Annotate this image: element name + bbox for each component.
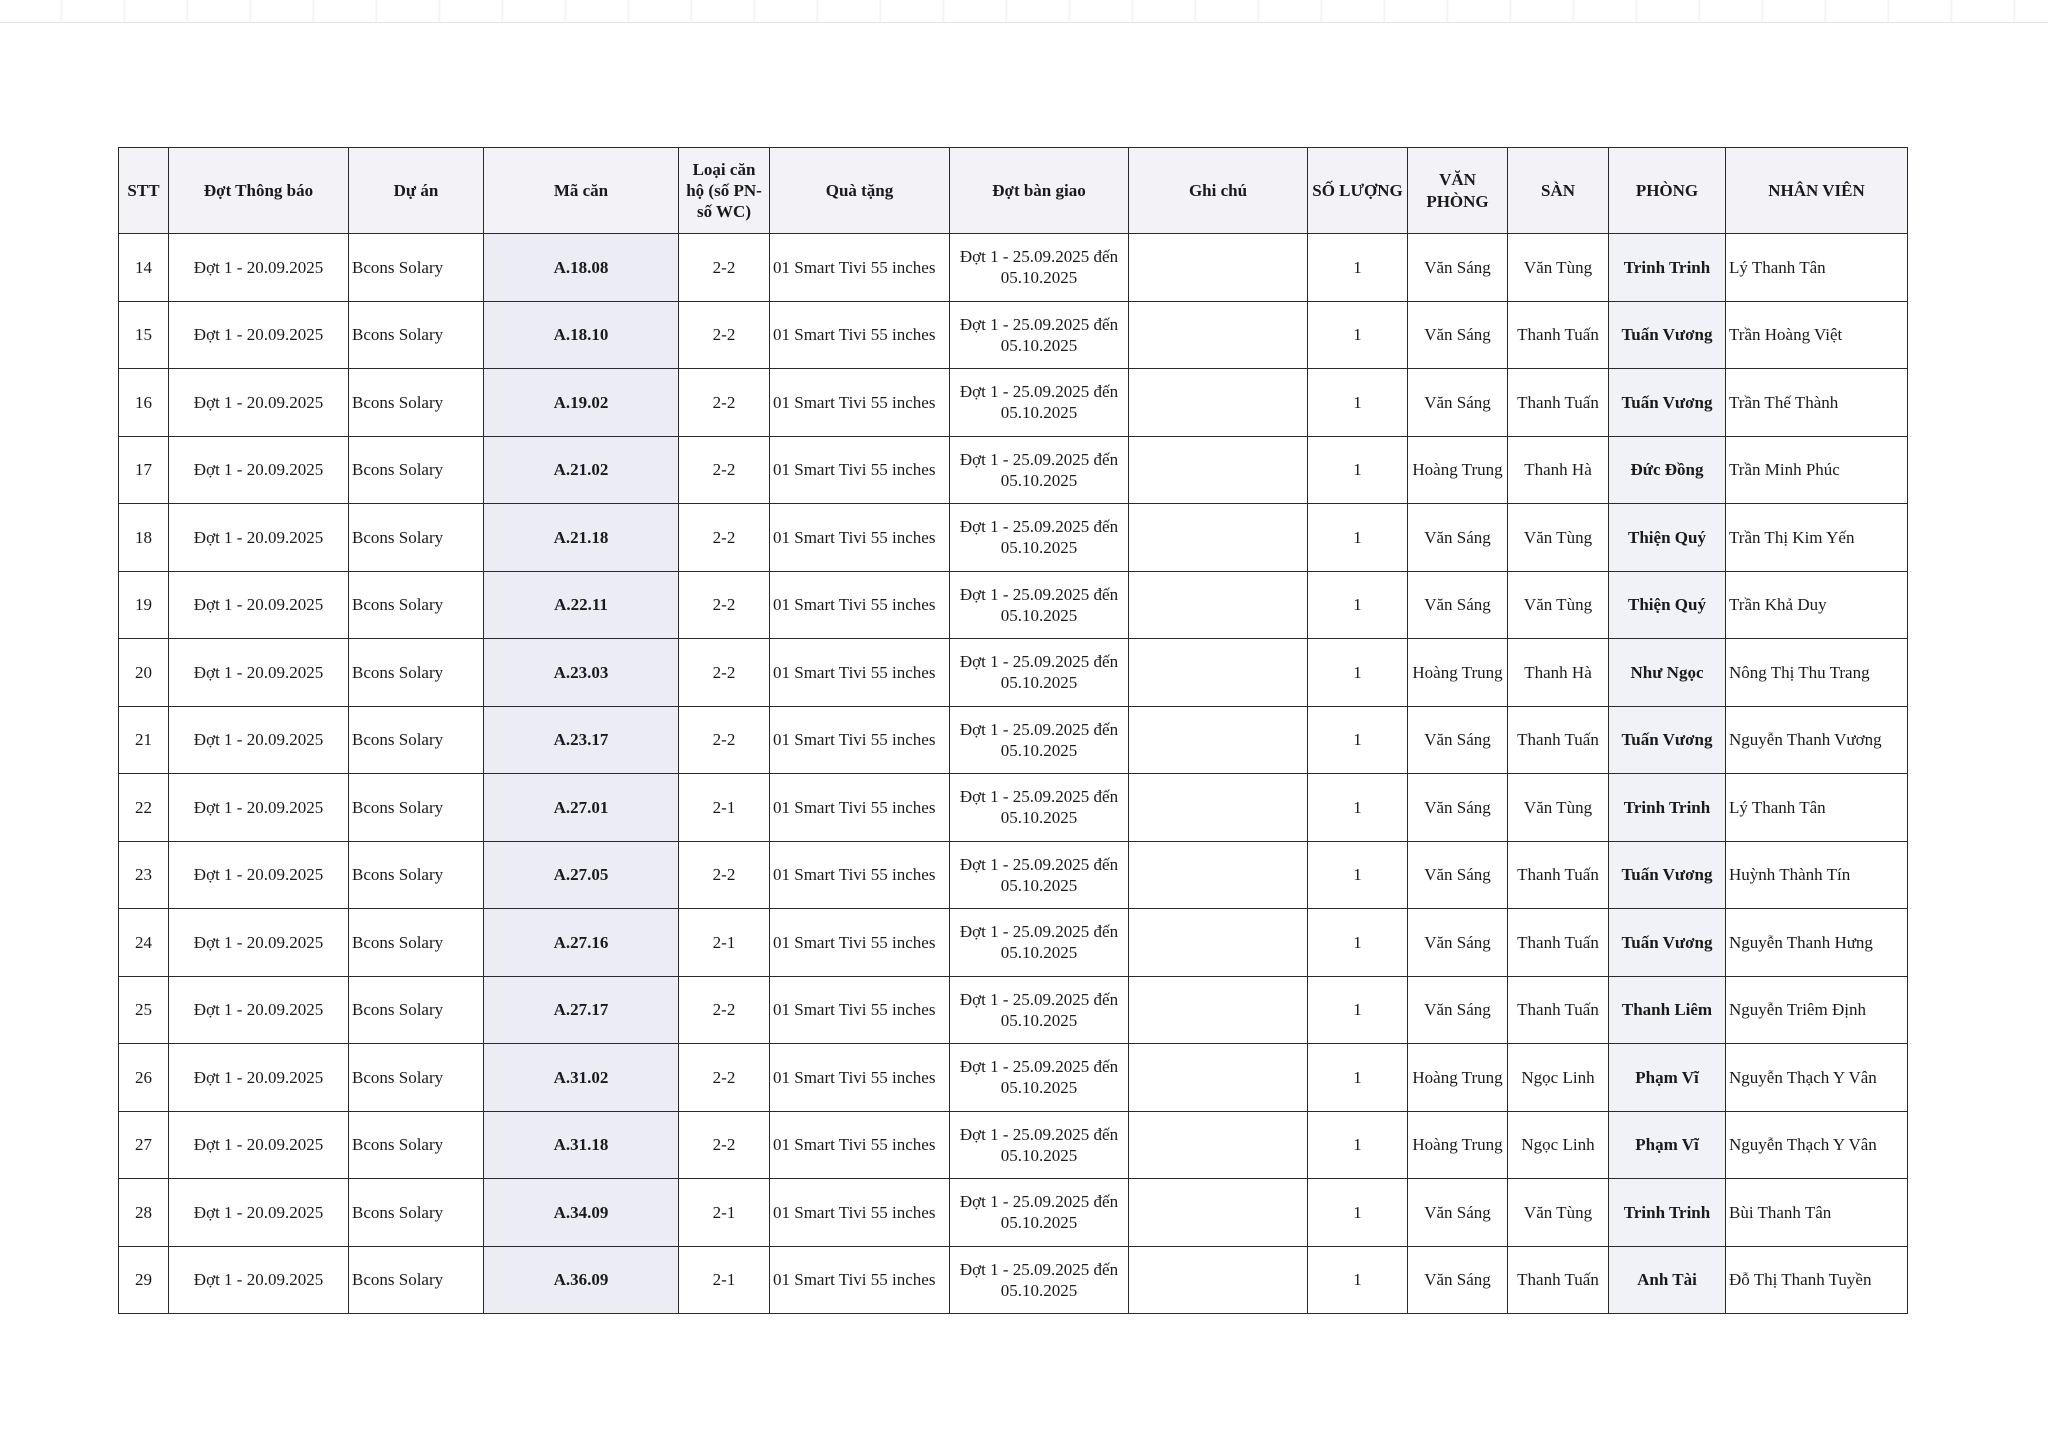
cell-stt: 27 bbox=[119, 1111, 169, 1179]
cell-qua-tang: 01 Smart Tivi 55 inches bbox=[770, 234, 950, 302]
cell-dot-thong-bao: Đợt 1 - 20.09.2025 bbox=[169, 774, 349, 842]
col-header-ma-can: Mã căn bbox=[484, 148, 679, 234]
cell-ghi-chu bbox=[1129, 1044, 1308, 1112]
cell-ma-can: A.18.08 bbox=[484, 234, 679, 302]
cell-van-phong: Văn Sáng bbox=[1408, 706, 1508, 774]
cell-loai-can-ho: 2-2 bbox=[679, 706, 770, 774]
cell-qua-tang: 01 Smart Tivi 55 inches bbox=[770, 706, 950, 774]
cell-ma-can: A.23.03 bbox=[484, 639, 679, 707]
cell-qua-tang: 01 Smart Tivi 55 inches bbox=[770, 639, 950, 707]
cell-san: Thanh Tuấn bbox=[1508, 909, 1609, 977]
cell-san: Văn Tùng bbox=[1508, 774, 1609, 842]
cell-du-an: Bcons Solary bbox=[349, 1044, 484, 1112]
cell-stt: 20 bbox=[119, 639, 169, 707]
cell-stt: 19 bbox=[119, 571, 169, 639]
cell-qua-tang: 01 Smart Tivi 55 inches bbox=[770, 841, 950, 909]
cell-dot-thong-bao: Đợt 1 - 20.09.2025 bbox=[169, 504, 349, 572]
cell-loai-can-ho: 2-2 bbox=[679, 234, 770, 302]
col-header-ghi-chu: Ghi chú bbox=[1129, 148, 1308, 234]
col-header-dot-thong-bao: Đợt Thông báo bbox=[169, 148, 349, 234]
col-header-van-phong: VĂN PHÒNG bbox=[1408, 148, 1508, 234]
cell-so-luong: 1 bbox=[1308, 976, 1408, 1044]
col-header-so-luong: SỐ LƯỢNG bbox=[1308, 148, 1408, 234]
cell-san: Văn Tùng bbox=[1508, 504, 1609, 572]
cell-phong: Thiện Quý bbox=[1609, 504, 1726, 572]
cell-dot-ban-giao: Đợt 1 - 25.09.2025 đến 05.10.2025 bbox=[950, 369, 1129, 437]
cell-loai-can-ho: 2-1 bbox=[679, 774, 770, 842]
cell-van-phong: Văn Sáng bbox=[1408, 1246, 1508, 1314]
cell-van-phong: Văn Sáng bbox=[1408, 841, 1508, 909]
cell-phong: Như Ngọc bbox=[1609, 639, 1726, 707]
col-header-phong: PHÒNG bbox=[1609, 148, 1726, 234]
cell-stt: 23 bbox=[119, 841, 169, 909]
cell-nhan-vien: Bùi Thanh Tân bbox=[1726, 1179, 1908, 1247]
cell-van-phong: Văn Sáng bbox=[1408, 504, 1508, 572]
cell-ghi-chu bbox=[1129, 1111, 1308, 1179]
cell-nhan-vien: Nguyễn Thanh Vương bbox=[1726, 706, 1908, 774]
cell-ghi-chu bbox=[1129, 369, 1308, 437]
cell-ma-can: A.27.01 bbox=[484, 774, 679, 842]
table-row bbox=[119, 639, 1908, 707]
cell-ghi-chu bbox=[1129, 706, 1308, 774]
cell-ma-can: A.21.18 bbox=[484, 504, 679, 572]
cell-van-phong: Văn Sáng bbox=[1408, 301, 1508, 369]
cell-van-phong: Văn Sáng bbox=[1408, 369, 1508, 437]
cell-ma-can: A.34.09 bbox=[484, 1179, 679, 1247]
cell-phong: Tuấn Vương bbox=[1609, 301, 1726, 369]
cell-dot-thong-bao: Đợt 1 - 20.09.2025 bbox=[169, 976, 349, 1044]
cell-dot-ban-giao: Đợt 1 - 25.09.2025 đến 05.10.2025 bbox=[950, 976, 1129, 1044]
allocation-table bbox=[118, 147, 1908, 1314]
cell-dot-ban-giao: Đợt 1 - 25.09.2025 đến 05.10.2025 bbox=[950, 1246, 1129, 1314]
cell-so-luong: 1 bbox=[1308, 1044, 1408, 1112]
cell-qua-tang: 01 Smart Tivi 55 inches bbox=[770, 369, 950, 437]
cell-ghi-chu bbox=[1129, 1246, 1308, 1314]
cell-stt: 28 bbox=[119, 1179, 169, 1247]
col-header-dot-ban-giao: Đợt bàn giao bbox=[950, 148, 1129, 234]
cell-nhan-vien: Lý Thanh Tân bbox=[1726, 234, 1908, 302]
cell-phong: Phạm Vĩ bbox=[1609, 1044, 1726, 1112]
cell-du-an: Bcons Solary bbox=[349, 841, 484, 909]
cell-dot-thong-bao: Đợt 1 - 20.09.2025 bbox=[169, 1111, 349, 1179]
cell-qua-tang: 01 Smart Tivi 55 inches bbox=[770, 1246, 950, 1314]
cell-dot-thong-bao: Đợt 1 - 20.09.2025 bbox=[169, 1246, 349, 1314]
cell-ghi-chu bbox=[1129, 234, 1308, 302]
cell-so-luong: 1 bbox=[1308, 639, 1408, 707]
cell-stt: 26 bbox=[119, 1044, 169, 1112]
table-row bbox=[119, 571, 1908, 639]
cell-stt: 18 bbox=[119, 504, 169, 572]
col-header-san: SÀN bbox=[1508, 148, 1609, 234]
table-row bbox=[119, 369, 1908, 437]
cell-ma-can: A.27.17 bbox=[484, 976, 679, 1044]
cell-ma-can: A.18.10 bbox=[484, 301, 679, 369]
col-header-stt: STT bbox=[119, 148, 169, 234]
cell-ghi-chu bbox=[1129, 841, 1308, 909]
cell-van-phong: Hoàng Trung bbox=[1408, 1044, 1508, 1112]
cell-phong: Anh Tài bbox=[1609, 1246, 1726, 1314]
cell-dot-thong-bao: Đợt 1 - 20.09.2025 bbox=[169, 706, 349, 774]
cell-du-an: Bcons Solary bbox=[349, 234, 484, 302]
cell-stt: 14 bbox=[119, 234, 169, 302]
cell-du-an: Bcons Solary bbox=[349, 639, 484, 707]
cell-phong: Tuấn Vương bbox=[1609, 706, 1726, 774]
cell-dot-thong-bao: Đợt 1 - 20.09.2025 bbox=[169, 639, 349, 707]
cell-so-luong: 1 bbox=[1308, 571, 1408, 639]
table-row bbox=[119, 436, 1908, 504]
cell-loai-can-ho: 2-2 bbox=[679, 571, 770, 639]
table-row bbox=[119, 841, 1908, 909]
cell-san: Văn Tùng bbox=[1508, 234, 1609, 302]
cell-dot-ban-giao: Đợt 1 - 25.09.2025 đến 05.10.2025 bbox=[950, 301, 1129, 369]
cell-so-luong: 1 bbox=[1308, 774, 1408, 842]
cell-du-an: Bcons Solary bbox=[349, 774, 484, 842]
cell-stt: 17 bbox=[119, 436, 169, 504]
cell-du-an: Bcons Solary bbox=[349, 571, 484, 639]
cell-nhan-vien: Nguyễn Thanh Hưng bbox=[1726, 909, 1908, 977]
cell-phong: Tuấn Vương bbox=[1609, 841, 1726, 909]
cell-ma-can: A.22.11 bbox=[484, 571, 679, 639]
cell-dot-ban-giao: Đợt 1 - 25.09.2025 đến 05.10.2025 bbox=[950, 639, 1129, 707]
cell-san: Thanh Tuấn bbox=[1508, 841, 1609, 909]
cell-ghi-chu bbox=[1129, 976, 1308, 1044]
cell-ghi-chu bbox=[1129, 1179, 1308, 1247]
cell-loai-can-ho: 2-2 bbox=[679, 1111, 770, 1179]
cell-dot-thong-bao: Đợt 1 - 20.09.2025 bbox=[169, 369, 349, 437]
cell-dot-thong-bao: Đợt 1 - 20.09.2025 bbox=[169, 234, 349, 302]
cell-san: Thanh Tuấn bbox=[1508, 301, 1609, 369]
cell-van-phong: Văn Sáng bbox=[1408, 1179, 1508, 1247]
cell-loai-can-ho: 2-2 bbox=[679, 841, 770, 909]
col-header-loai-can-ho: Loại căn hộ (số PN-số WC) bbox=[679, 148, 770, 234]
table-row bbox=[119, 1044, 1908, 1112]
cell-loai-can-ho: 2-2 bbox=[679, 976, 770, 1044]
cell-nhan-vien: Trần Thị Kim Yến bbox=[1726, 504, 1908, 572]
cell-so-luong: 1 bbox=[1308, 1179, 1408, 1247]
cell-dot-ban-giao: Đợt 1 - 25.09.2025 đến 05.10.2025 bbox=[950, 1179, 1129, 1247]
cell-phong: Phạm Vĩ bbox=[1609, 1111, 1726, 1179]
cell-nhan-vien: Trần Minh Phúc bbox=[1726, 436, 1908, 504]
cell-nhan-vien: Trần Khả Duy bbox=[1726, 571, 1908, 639]
cell-dot-ban-giao: Đợt 1 - 25.09.2025 đến 05.10.2025 bbox=[950, 571, 1129, 639]
cell-stt: 21 bbox=[119, 706, 169, 774]
scan-edge bbox=[0, 0, 2048, 23]
header-row bbox=[119, 148, 1908, 234]
cell-qua-tang: 01 Smart Tivi 55 inches bbox=[770, 301, 950, 369]
cell-van-phong: Hoàng Trung bbox=[1408, 1111, 1508, 1179]
cell-so-luong: 1 bbox=[1308, 1246, 1408, 1314]
cell-nhan-vien: Nguyễn Triêm Định bbox=[1726, 976, 1908, 1044]
cell-phong: Đức Đồng bbox=[1609, 436, 1726, 504]
cell-so-luong: 1 bbox=[1308, 1111, 1408, 1179]
cell-san: Ngọc Linh bbox=[1508, 1044, 1609, 1112]
cell-nhan-vien: Nguyễn Thạch Y Vân bbox=[1726, 1111, 1908, 1179]
cell-qua-tang: 01 Smart Tivi 55 inches bbox=[770, 1111, 950, 1179]
cell-san: Thanh Tuấn bbox=[1508, 706, 1609, 774]
cell-dot-thong-bao: Đợt 1 - 20.09.2025 bbox=[169, 436, 349, 504]
cell-nhan-vien: Đỗ Thị Thanh Tuyền bbox=[1726, 1246, 1908, 1314]
cell-qua-tang: 01 Smart Tivi 55 inches bbox=[770, 774, 950, 842]
cell-du-an: Bcons Solary bbox=[349, 1179, 484, 1247]
cell-dot-ban-giao: Đợt 1 - 25.09.2025 đến 05.10.2025 bbox=[950, 841, 1129, 909]
table-row bbox=[119, 909, 1908, 977]
cell-stt: 15 bbox=[119, 301, 169, 369]
cell-stt: 22 bbox=[119, 774, 169, 842]
cell-nhan-vien: Lý Thanh Tân bbox=[1726, 774, 1908, 842]
cell-du-an: Bcons Solary bbox=[349, 504, 484, 572]
cell-dot-thong-bao: Đợt 1 - 20.09.2025 bbox=[169, 571, 349, 639]
table-row bbox=[119, 774, 1908, 842]
cell-phong: Thiện Quý bbox=[1609, 571, 1726, 639]
cell-ghi-chu bbox=[1129, 436, 1308, 504]
cell-van-phong: Hoàng Trung bbox=[1408, 639, 1508, 707]
cell-san: Thanh Tuấn bbox=[1508, 976, 1609, 1044]
cell-qua-tang: 01 Smart Tivi 55 inches bbox=[770, 909, 950, 977]
cell-loai-can-ho: 2-2 bbox=[679, 301, 770, 369]
cell-van-phong: Văn Sáng bbox=[1408, 234, 1508, 302]
cell-stt: 16 bbox=[119, 369, 169, 437]
cell-dot-ban-giao: Đợt 1 - 25.09.2025 đến 05.10.2025 bbox=[950, 436, 1129, 504]
table-row bbox=[119, 1246, 1908, 1314]
cell-dot-ban-giao: Đợt 1 - 25.09.2025 đến 05.10.2025 bbox=[950, 774, 1129, 842]
cell-dot-ban-giao: Đợt 1 - 25.09.2025 đến 05.10.2025 bbox=[950, 706, 1129, 774]
cell-ghi-chu bbox=[1129, 639, 1308, 707]
cell-phong: Trinh Trinh bbox=[1609, 774, 1726, 842]
cell-dot-thong-bao: Đợt 1 - 20.09.2025 bbox=[169, 1044, 349, 1112]
cell-nhan-vien: Trần Thế Thành bbox=[1726, 369, 1908, 437]
cell-stt: 24 bbox=[119, 909, 169, 977]
cell-loai-can-ho: 2-2 bbox=[679, 639, 770, 707]
table-row bbox=[119, 976, 1908, 1044]
cell-nhan-vien: Nông Thị Thu Trang bbox=[1726, 639, 1908, 707]
cell-so-luong: 1 bbox=[1308, 369, 1408, 437]
cell-san: Thanh Tuấn bbox=[1508, 1246, 1609, 1314]
table-row bbox=[119, 504, 1908, 572]
cell-phong: Thanh Liêm bbox=[1609, 976, 1726, 1044]
cell-loai-can-ho: 2-2 bbox=[679, 436, 770, 504]
cell-loai-can-ho: 2-2 bbox=[679, 369, 770, 437]
cell-ma-can: A.23.17 bbox=[484, 706, 679, 774]
cell-loai-can-ho: 2-1 bbox=[679, 909, 770, 977]
cell-loai-can-ho: 2-1 bbox=[679, 1246, 770, 1314]
cell-ghi-chu bbox=[1129, 774, 1308, 842]
cell-so-luong: 1 bbox=[1308, 504, 1408, 572]
cell-dot-thong-bao: Đợt 1 - 20.09.2025 bbox=[169, 841, 349, 909]
cell-so-luong: 1 bbox=[1308, 436, 1408, 504]
cell-dot-ban-giao: Đợt 1 - 25.09.2025 đến 05.10.2025 bbox=[950, 1111, 1129, 1179]
cell-du-an: Bcons Solary bbox=[349, 909, 484, 977]
cell-qua-tang: 01 Smart Tivi 55 inches bbox=[770, 1044, 950, 1112]
cell-du-an: Bcons Solary bbox=[349, 1111, 484, 1179]
cell-stt: 29 bbox=[119, 1246, 169, 1314]
cell-ma-can: A.36.09 bbox=[484, 1246, 679, 1314]
cell-qua-tang: 01 Smart Tivi 55 inches bbox=[770, 976, 950, 1044]
cell-van-phong: Văn Sáng bbox=[1408, 909, 1508, 977]
cell-phong: Trinh Trinh bbox=[1609, 234, 1726, 302]
cell-phong: Trinh Trinh bbox=[1609, 1179, 1726, 1247]
cell-ma-can: A.31.02 bbox=[484, 1044, 679, 1112]
cell-so-luong: 1 bbox=[1308, 234, 1408, 302]
cell-san: Văn Tùng bbox=[1508, 1179, 1609, 1247]
cell-ma-can: A.27.05 bbox=[484, 841, 679, 909]
cell-phong: Tuấn Vương bbox=[1609, 369, 1726, 437]
cell-ghi-chu bbox=[1129, 571, 1308, 639]
cell-van-phong: Văn Sáng bbox=[1408, 774, 1508, 842]
cell-phong: Tuấn Vương bbox=[1609, 909, 1726, 977]
cell-loai-can-ho: 2-2 bbox=[679, 1044, 770, 1112]
cell-dot-thong-bao: Đợt 1 - 20.09.2025 bbox=[169, 301, 349, 369]
table-row bbox=[119, 1111, 1908, 1179]
col-header-nhan-vien: NHÂN VIÊN bbox=[1726, 148, 1908, 234]
cell-nhan-vien: Nguyễn Thạch Y Vân bbox=[1726, 1044, 1908, 1112]
cell-du-an: Bcons Solary bbox=[349, 706, 484, 774]
table-row bbox=[119, 234, 1908, 302]
cell-dot-ban-giao: Đợt 1 - 25.09.2025 đến 05.10.2025 bbox=[950, 909, 1129, 977]
cell-van-phong: Hoàng Trung bbox=[1408, 436, 1508, 504]
cell-qua-tang: 01 Smart Tivi 55 inches bbox=[770, 1179, 950, 1247]
table-row bbox=[119, 1179, 1908, 1247]
cell-san: Ngọc Linh bbox=[1508, 1111, 1609, 1179]
cell-du-an: Bcons Solary bbox=[349, 436, 484, 504]
cell-san: Văn Tùng bbox=[1508, 571, 1609, 639]
cell-dot-ban-giao: Đợt 1 - 25.09.2025 đến 05.10.2025 bbox=[950, 504, 1129, 572]
cell-du-an: Bcons Solary bbox=[349, 976, 484, 1044]
cell-dot-ban-giao: Đợt 1 - 25.09.2025 đến 05.10.2025 bbox=[950, 234, 1129, 302]
cell-dot-ban-giao: Đợt 1 - 25.09.2025 đến 05.10.2025 bbox=[950, 1044, 1129, 1112]
cell-qua-tang: 01 Smart Tivi 55 inches bbox=[770, 436, 950, 504]
cell-van-phong: Văn Sáng bbox=[1408, 571, 1508, 639]
cell-san: Thanh Hà bbox=[1508, 436, 1609, 504]
cell-dot-thong-bao: Đợt 1 - 20.09.2025 bbox=[169, 909, 349, 977]
cell-du-an: Bcons Solary bbox=[349, 301, 484, 369]
cell-ghi-chu bbox=[1129, 504, 1308, 572]
cell-so-luong: 1 bbox=[1308, 841, 1408, 909]
table-row bbox=[119, 706, 1908, 774]
cell-so-luong: 1 bbox=[1308, 706, 1408, 774]
col-header-du-an: Dự án bbox=[349, 148, 484, 234]
cell-loai-can-ho: 2-1 bbox=[679, 1179, 770, 1247]
cell-nhan-vien: Huỳnh Thành Tín bbox=[1726, 841, 1908, 909]
cell-ma-can: A.31.18 bbox=[484, 1111, 679, 1179]
cell-san: Thanh Hà bbox=[1508, 639, 1609, 707]
cell-dot-thong-bao: Đợt 1 - 20.09.2025 bbox=[169, 1179, 349, 1247]
table-row bbox=[119, 301, 1908, 369]
cell-ghi-chu bbox=[1129, 909, 1308, 977]
cell-ma-can: A.19.02 bbox=[484, 369, 679, 437]
cell-van-phong: Văn Sáng bbox=[1408, 976, 1508, 1044]
cell-ghi-chu bbox=[1129, 301, 1308, 369]
cell-ma-can: A.21.02 bbox=[484, 436, 679, 504]
cell-ma-can: A.27.16 bbox=[484, 909, 679, 977]
cell-du-an: Bcons Solary bbox=[349, 369, 484, 437]
cell-so-luong: 1 bbox=[1308, 301, 1408, 369]
cell-san: Thanh Tuấn bbox=[1508, 369, 1609, 437]
cell-du-an: Bcons Solary bbox=[349, 1246, 484, 1314]
cell-qua-tang: 01 Smart Tivi 55 inches bbox=[770, 504, 950, 572]
cell-qua-tang: 01 Smart Tivi 55 inches bbox=[770, 571, 950, 639]
cell-stt: 25 bbox=[119, 976, 169, 1044]
cell-nhan-vien: Trần Hoàng Việt bbox=[1726, 301, 1908, 369]
cell-so-luong: 1 bbox=[1308, 909, 1408, 977]
col-header-qua-tang: Quà tặng bbox=[770, 148, 950, 234]
cell-loai-can-ho: 2-2 bbox=[679, 504, 770, 572]
